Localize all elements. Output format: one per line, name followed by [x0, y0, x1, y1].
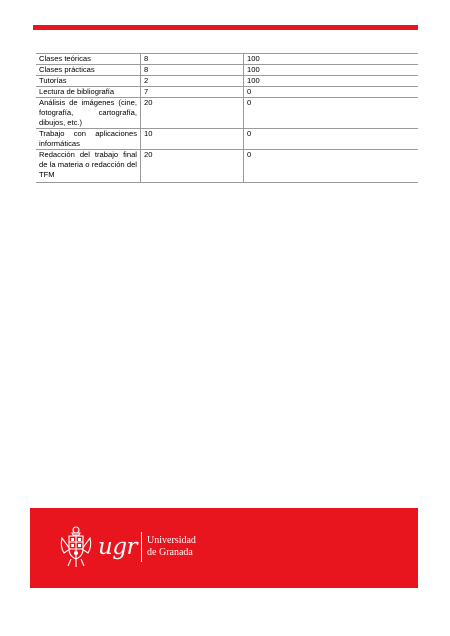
activity-presence: 0 — [244, 87, 419, 98]
activity-hours: 8 — [141, 54, 244, 65]
activity-name: Clases teóricas — [36, 54, 141, 65]
activity-name: Trabajo con aplicaciones informáticas — [36, 129, 141, 150]
activity-name: Lectura de bibliografía — [36, 87, 141, 98]
activities-table — [36, 53, 418, 183]
activity-presence: 100 — [244, 54, 419, 65]
university-name-line2: de Granada — [147, 547, 193, 558]
activity-presence: 0 — [244, 129, 419, 150]
table-row — [36, 76, 418, 87]
activity-hours: 7 — [141, 87, 244, 98]
logo-divider — [141, 532, 142, 562]
activity-presence: 100 — [244, 65, 419, 76]
activity-presence: 0 — [244, 150, 419, 183]
activity-name: Clases prácticas — [36, 65, 141, 76]
university-name — [147, 535, 196, 559]
university-crest-icon — [58, 525, 94, 569]
activity-hours: 20 — [141, 150, 244, 183]
university-logo — [58, 524, 196, 570]
table-row — [36, 87, 418, 98]
activity-hours: 20 — [141, 98, 244, 129]
ugr-logo-mark: ugr — [98, 534, 138, 560]
table-row — [36, 98, 418, 129]
table-row — [36, 150, 418, 183]
table-row — [36, 54, 418, 65]
activity-hours: 2 — [141, 76, 244, 87]
activity-hours: 10 — [141, 129, 244, 150]
activity-name: Análisis de imágenes (cine, fotografía, cartografía, dibujos, etc.) — [36, 98, 141, 129]
activity-hours: 8 — [141, 65, 244, 76]
footer-band — [30, 508, 418, 588]
activity-presence: 0 — [244, 98, 419, 129]
activity-name: Tutorías — [36, 76, 141, 87]
activity-name: Redacción del trabajo final de la materia o redacción del TFM — [36, 150, 141, 183]
university-name-line1: Universidad — [147, 535, 196, 546]
table-row — [36, 129, 418, 150]
activity-presence: 100 — [244, 76, 419, 87]
header-red-rule — [33, 25, 418, 30]
table-row — [36, 65, 418, 76]
